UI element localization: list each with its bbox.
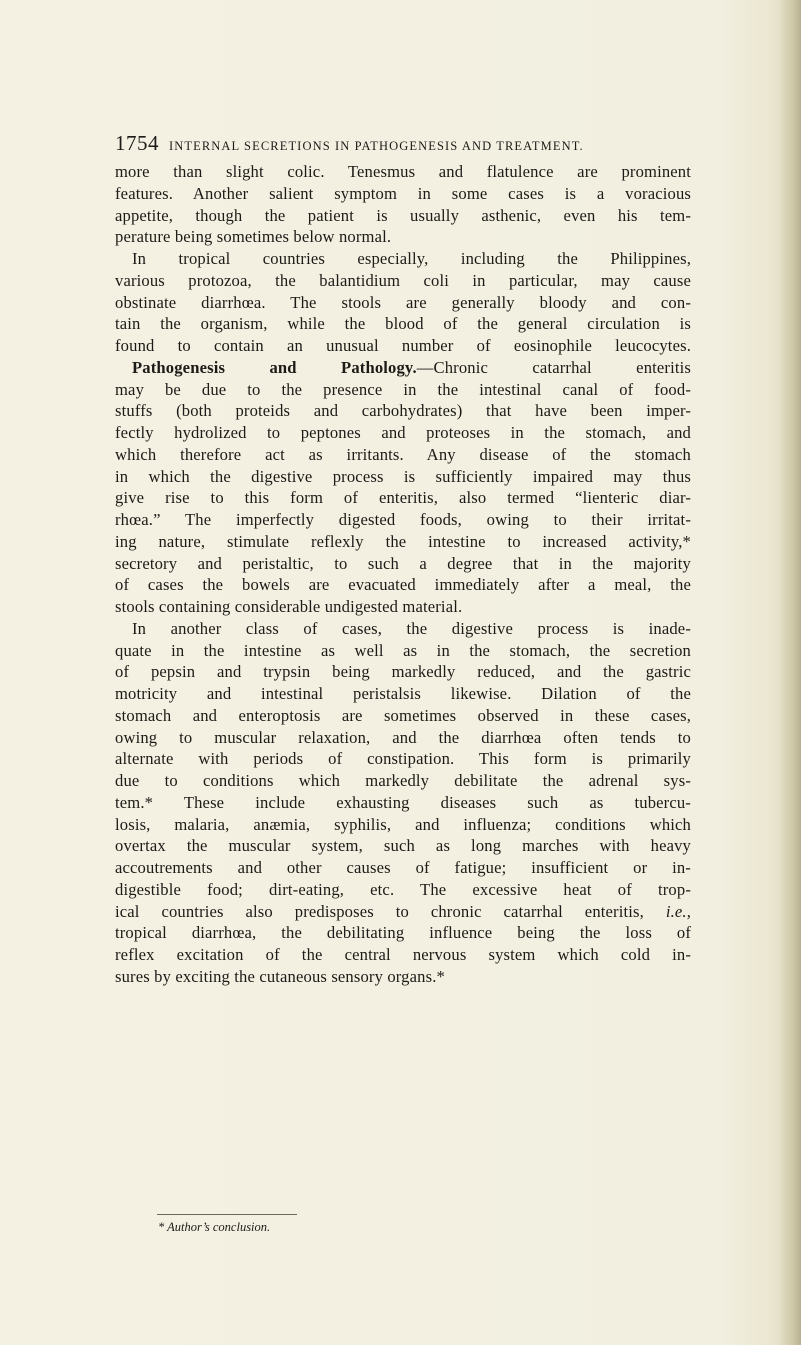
text-line: obstinate diarrhœa. The stools are generally bloody and con- <box>115 292 691 312</box>
text-line: appetite, though the patient is usually asthenic, even his tem- <box>115 205 691 225</box>
body-text <box>115 161 691 988</box>
text-line: more than slight colic. Tenesmus and flatulence are prominent <box>115 162 691 181</box>
text-line: of cases the bowels are evacuated immediately after a meal, the <box>115 575 691 595</box>
page-number: 1754 <box>115 131 159 155</box>
text-line: tem.* These include exhausting diseases such as tubercu- <box>115 792 691 812</box>
ie-line <box>115 901 691 923</box>
text-line: due to conditions which markedly debilitate the adrenal sys- <box>115 771 691 790</box>
text-line: In another class of cases, the digestive process is inade- <box>132 618 691 638</box>
text-line: In tropical countries especially, including the Philippines, <box>132 249 691 268</box>
text-line: quate in the intestine as well as in the stomach, the secretion <box>115 640 691 660</box>
text-line: reflex excitation of the central nervous system which cold in- <box>115 945 691 964</box>
text-line: of pepsin and trypsin being markedly reduced, and the gastric <box>115 662 691 682</box>
text-line: stuffs (both proteids and carbohydrates) that have been imper- <box>115 401 691 421</box>
text-line: secretory and peristaltic, to such a degree that in the majority <box>115 553 691 573</box>
running-head: INTERNAL SECRETIONS IN PATHOGENESIS AND TREATMENT. <box>169 139 584 153</box>
text-line: perature being sometimes below normal. <box>115 227 392 247</box>
footnote-rule <box>157 1214 297 1215</box>
text-line: rhœa.” The imperfectly digested foods, owing to their irritat- <box>115 510 691 529</box>
text-line: ing nature, stimulate reflexly the intestine to increased activity,* <box>115 531 691 551</box>
text-line: fectly hydrolized to peptones and proteoses in the stomach, and <box>115 423 691 442</box>
text-line: losis, malaria, anæmia, syphilis, and influenza; conditions which <box>115 814 691 834</box>
text-line: stools containing considerable undigested material. <box>115 597 463 616</box>
text-line: may be due to the presence in the intestinal canal of food- <box>115 379 691 399</box>
text-line: digestible food; dirt-eating, etc. The excessive heat of trop- <box>115 879 691 899</box>
footnote: * Author’s conclusion. <box>158 1220 271 1234</box>
text-line: alternate with periods of constipation. This form is primarily <box>115 749 691 769</box>
text-line: ical countries also predisposes to chronic catarrhal enteritis, <box>115 901 644 921</box>
text-line: accoutrements and other causes of fatigue; insufficient or in- <box>115 858 691 877</box>
text-line: sures by exciting the cutaneous sensory organs.* <box>115 966 445 986</box>
text-line: give rise to this form of enteritis, also termed “lienteric diar- <box>115 488 691 508</box>
text-line: motricity and intestinal peristalsis likewise. Dilation of the <box>115 684 691 703</box>
section-heading: Pathogenesis and Pathology. <box>132 357 417 377</box>
text-line: which therefore act as irritants. Any disease of the stomach <box>115 444 691 464</box>
text-line: overtax the muscular system, such as long marches with heavy <box>115 836 691 856</box>
text-line: tropical diarrhœa, the debilitating influence being the loss of <box>115 923 691 943</box>
text-line: various protozoa, the balantidium coli in particular, may cause <box>115 270 691 290</box>
text-line: found to contain an unusual number of eosinophile leucocytes. <box>115 336 691 355</box>
section-heading-line <box>115 357 691 379</box>
text-line: features. Another salient symptom in some cases is a voracious <box>115 183 691 203</box>
text-line: in which the digestive process is sufficiently impaired may thus <box>115 466 691 486</box>
ie-abbrev: i.e., <box>665 901 691 921</box>
text-line: —Chronic catarrhal enteritis <box>416 357 691 377</box>
text-line: stomach and enteroptosis are sometimes observed in these cases, <box>115 705 691 725</box>
text-line: owing to muscular relaxation, and the diarrhœa often tends to <box>115 727 691 747</box>
text-line: tain the organism, while the blood of the general circulation is <box>115 314 691 334</box>
page-header <box>115 131 705 156</box>
page-edge-shadow <box>779 0 801 1345</box>
